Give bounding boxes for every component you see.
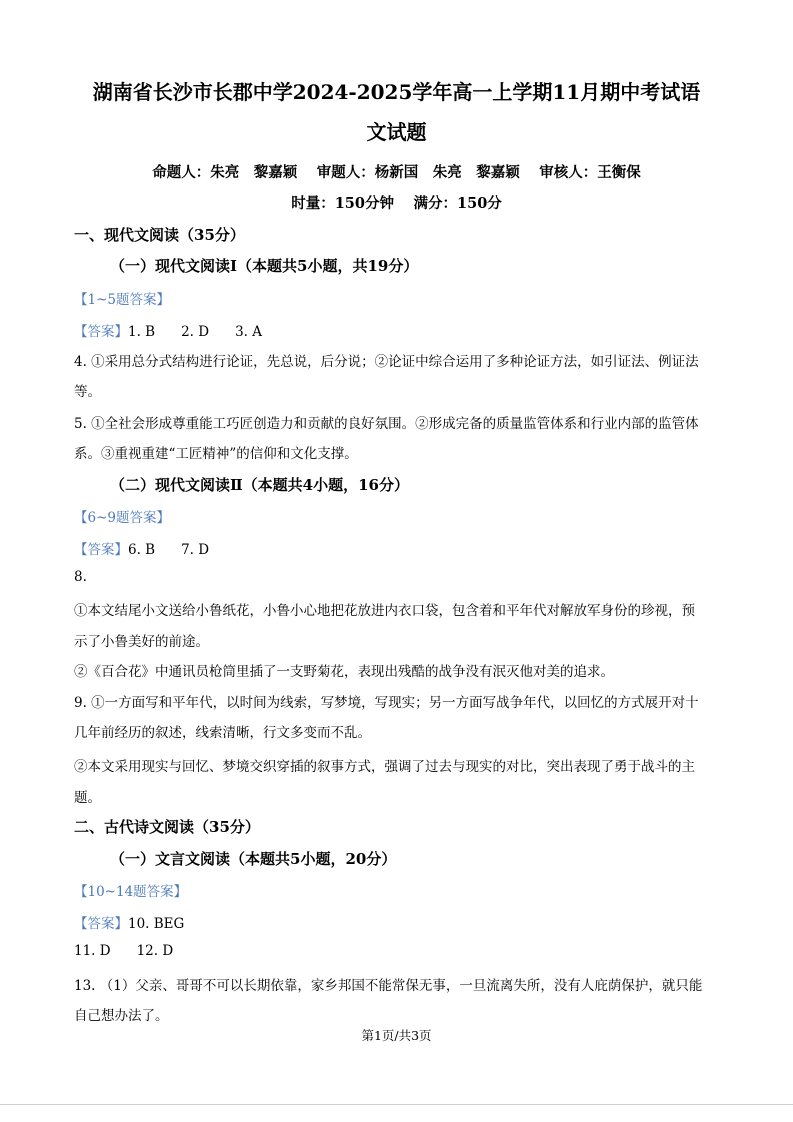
answer-row-1-3 bbox=[74, 320, 262, 340]
answer-row-11-12 bbox=[74, 943, 173, 959]
page-footer: 第1页/共3页 bbox=[361, 1028, 432, 1043]
section-1-heading: 一、现代文阅读（35分） bbox=[74, 226, 245, 244]
answer-q11: 11. D bbox=[74, 943, 111, 959]
answer-q2: 2. D bbox=[181, 324, 210, 340]
answer-q7: 7. D bbox=[181, 542, 210, 558]
section-2-heading: 二、古代诗文阅读（35分） bbox=[74, 818, 260, 836]
answer-label: 【答案】 bbox=[74, 916, 128, 932]
answer-q9-line-2: 几年前经历的叙述，线索清晰，行文多变而不乱。 bbox=[74, 725, 371, 741]
answer-tag-10-14: 【10~14题答案】 bbox=[74, 884, 188, 900]
answer-row-10 bbox=[74, 912, 184, 932]
answer-q10: 10. BEG bbox=[128, 916, 185, 932]
answer-q4-line-2: 等。 bbox=[74, 384, 101, 400]
document-title-line-2: 文试题 bbox=[366, 120, 427, 144]
answer-q8-line-1: ①本文结尾小文送给小鲁纸花，小鲁小心地把花放进内衣口袋，包含着和平年代对解放军身份的珍视，预 bbox=[74, 603, 695, 619]
section-1-sub-1-heading: （一）现代文阅读Ⅰ（本题共5小题，共19分） bbox=[110, 257, 419, 275]
answer-row-6-7 bbox=[74, 538, 209, 558]
answer-q12: 12. D bbox=[136, 943, 174, 959]
answer-q5-line-2: 系。③重视重建“工匠精神”的信仰和文化支撑。 bbox=[74, 446, 358, 462]
answer-q6: 6. B bbox=[128, 542, 156, 558]
section-2-sub-1-heading: （一）文言文阅读（本题共5小题，20分） bbox=[110, 850, 397, 868]
document-title-line-1: 湖南省长沙市长郡中学2024-2025学年高一上学期11月期中考试语 bbox=[92, 80, 701, 104]
answer-q9-line-3: ②本文采用现实与回忆、梦境交织穿插的叙事方式，强调了过去与现实的对比，突出表现了勇于战斗的主 bbox=[74, 759, 695, 775]
answer-q1: 1. B bbox=[128, 324, 156, 340]
answer-q8-line-3: ②《百合花》中通讯员枪筒里插了一支野菊花，表现出残酷的战争没有泯灭他对美的追求。 bbox=[74, 664, 614, 680]
answer-label: 【答案】 bbox=[74, 542, 128, 558]
answer-q8-line-2: 示了小鲁美好的前途。 bbox=[74, 634, 209, 650]
answer-q8-number: 8. bbox=[74, 569, 87, 585]
time-score-line: 时量：150分钟 满分：150分 bbox=[291, 195, 502, 212]
answer-q4-line-1: 4. ①采用总分式结构进行论证，先总说，后分说；②论证中综合运用了多种论证方法，如引证法、例证法 bbox=[74, 354, 699, 370]
authors-line: 命题人：朱亮 黎嘉颖 审题人：杨新国 朱亮 黎嘉颖 审核人：王衡保 bbox=[152, 164, 641, 181]
bottom-divider bbox=[0, 1104, 793, 1105]
answer-label: 【答案】 bbox=[74, 324, 128, 340]
answer-q5-line-1: 5. ①全社会形成尊重能工巧匠创造力和贡献的良好氛围。②形成完备的质量监管体系和行业内部的监管体 bbox=[74, 416, 699, 432]
answer-q13-line-1: 13. （1）父亲、哥哥不可以长期依靠，家乡邦国不能常保无事，一旦流离失所，没有人庇荫保护，就只能 bbox=[74, 978, 703, 994]
section-1-sub-2-heading: （二）现代文阅读Ⅱ（本题共4小题，16分） bbox=[110, 476, 409, 494]
answer-tag-6-9: 【6~9题答案】 bbox=[74, 510, 170, 526]
answer-q13-line-2: 自己想办法了。 bbox=[74, 1008, 169, 1024]
answer-q9-line-4: 题。 bbox=[74, 790, 101, 806]
answer-q3: 3. A bbox=[235, 324, 263, 340]
answer-tag-1-5: 【1~5题答案】 bbox=[74, 292, 170, 308]
answer-q9-line-1: 9. ①一方面写和平年代，以时间为线索，写梦境，写现实；另一方面写战争年代，以回忆⁠的方式展开对十 bbox=[74, 695, 699, 711]
